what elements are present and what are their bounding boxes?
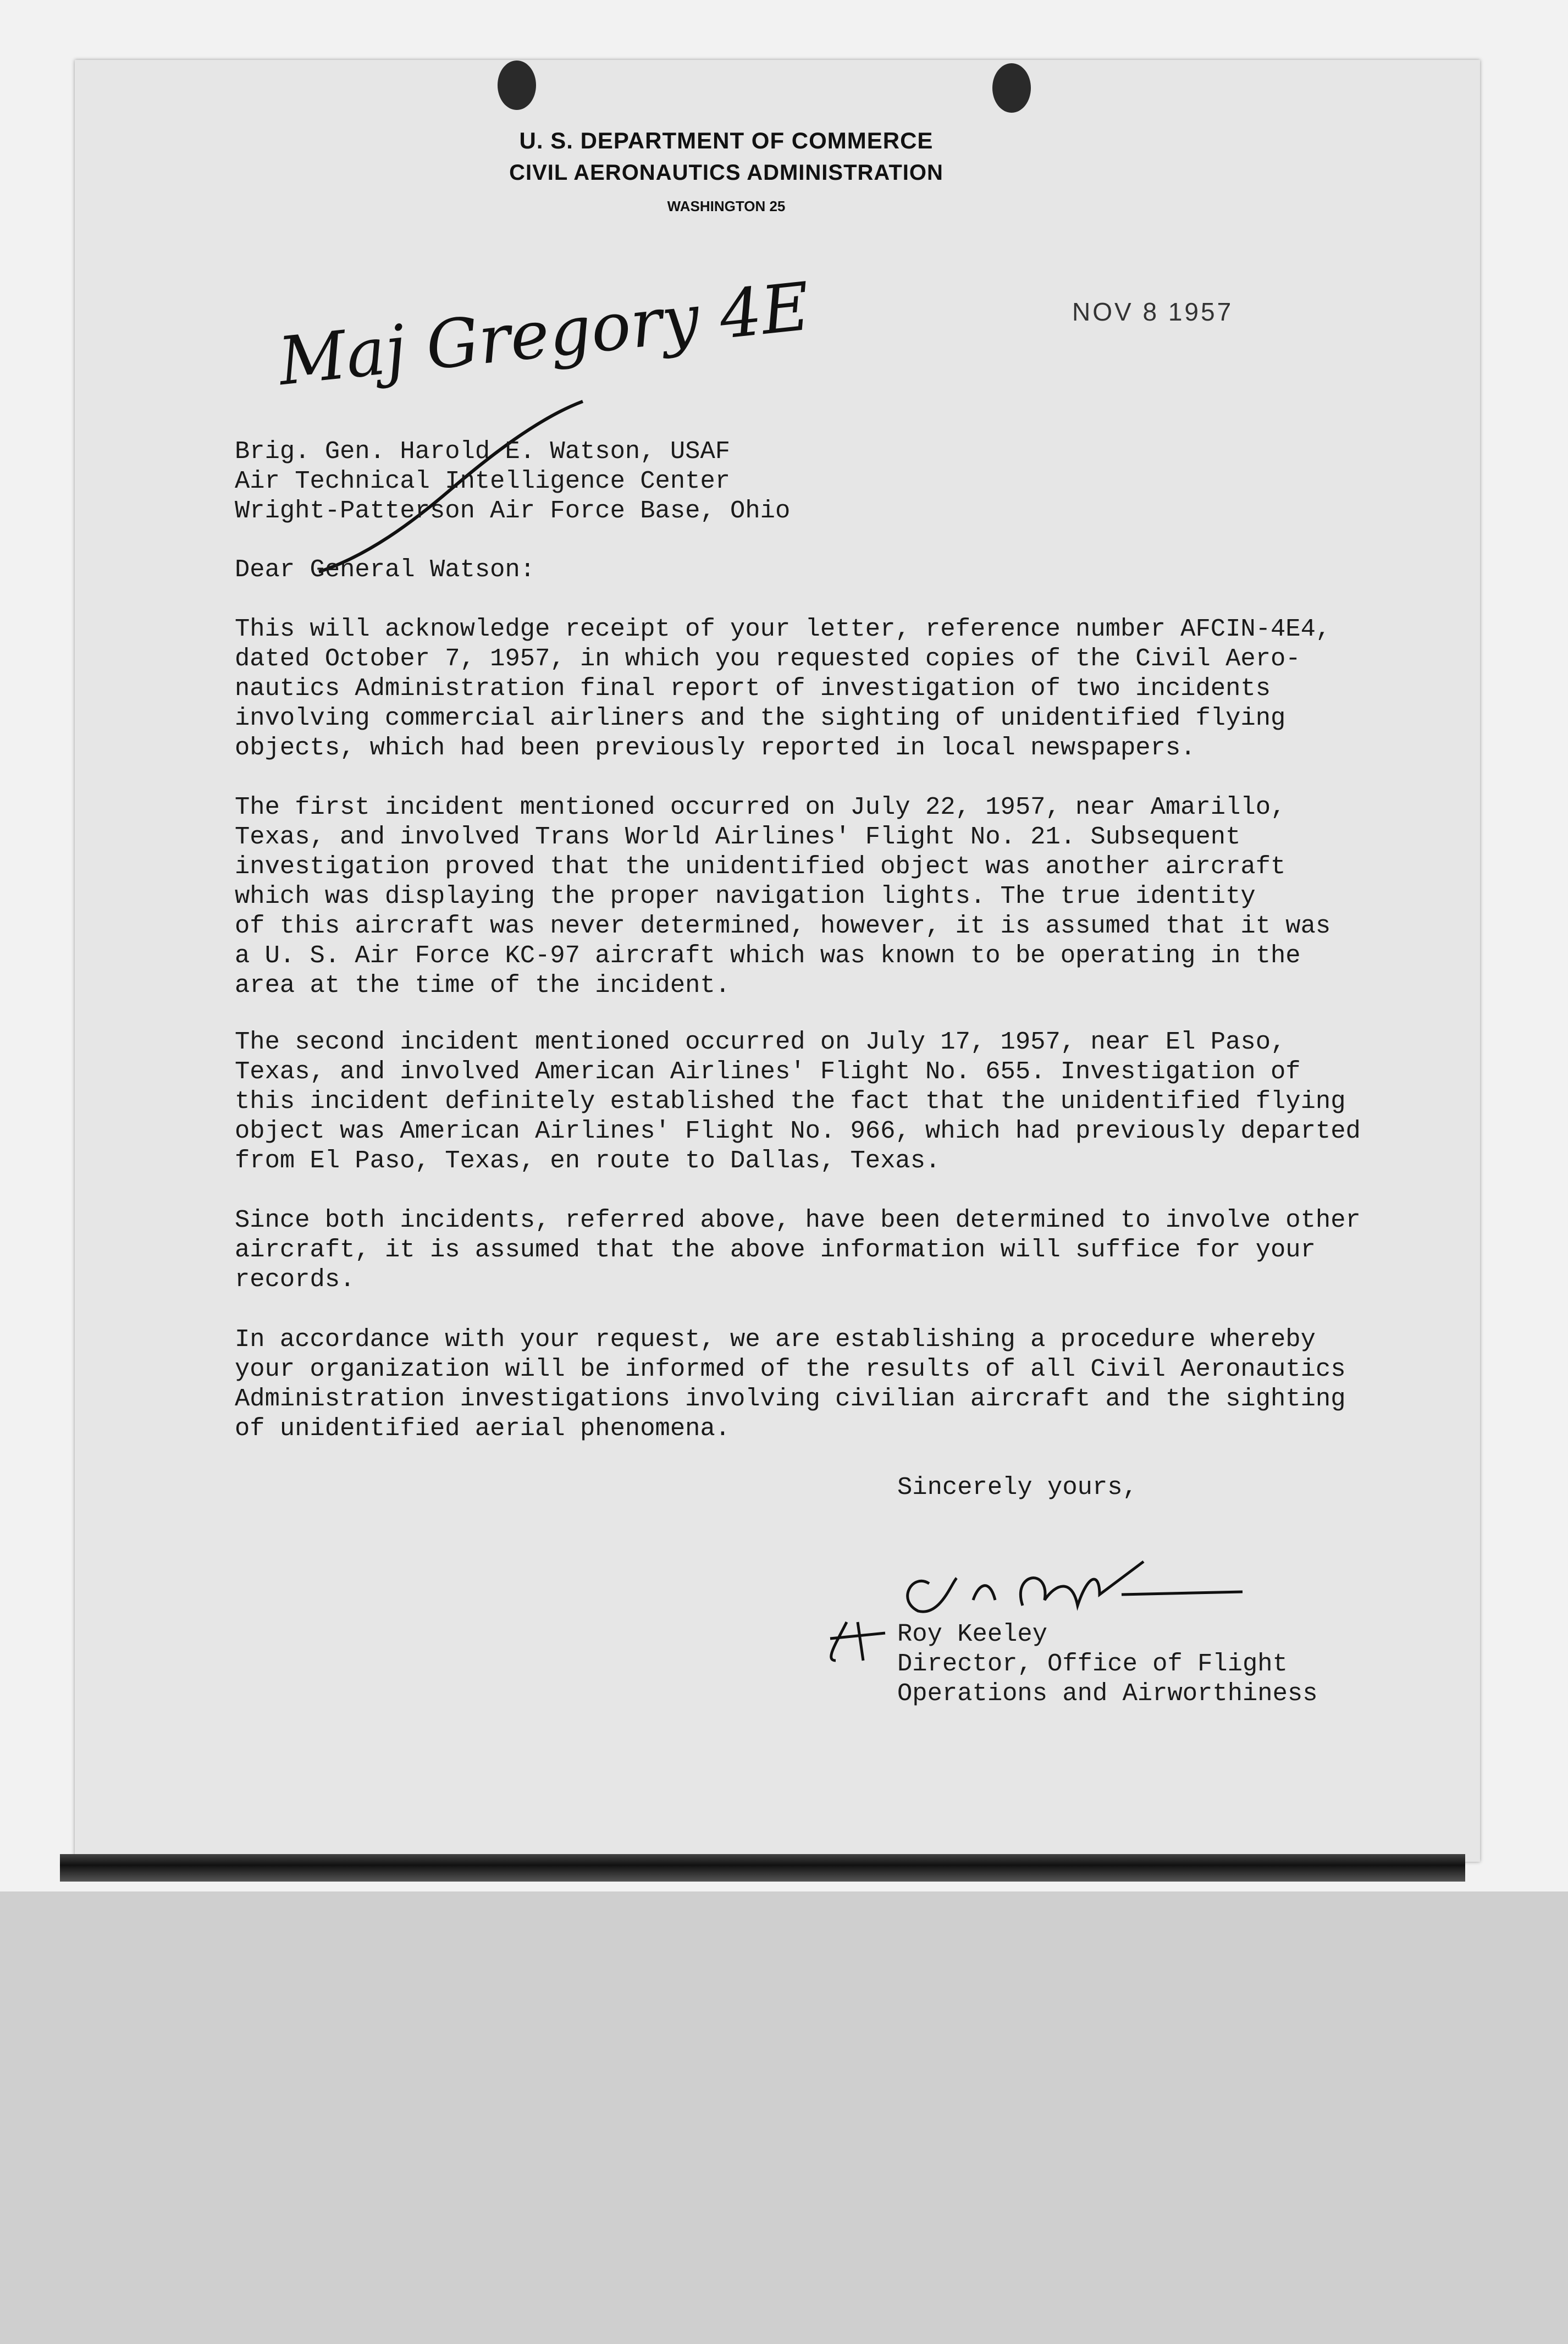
scan-edge-band [60, 1854, 1465, 1882]
punch-hole-mark [498, 60, 536, 110]
paragraph-1: This will acknowledge receipt of your letter, reference number AFCIN-4E4, dated October 7, 1957, in which you requested copies of the Civil Aero- nautics Administration final report of investigation of two incidents involving commercial airliners and the sighting of unidentified flying objects, which had been previously reported in local newspapers. [235, 615, 1331, 762]
paragraph-5: In accordance with your request, we are establishing a procedure whereby your organization will be informed of the results of all Civil Aeronautics Administration investigations involving civilian aircraft and the sighting of unidentified aerial phenomena. [235, 1325, 1346, 1443]
punch-hole-mark [992, 63, 1031, 113]
recipient-address: Brig. Gen. Harold E. Watson, USAF Air Technical Intelligence Center Wright-Patterson Air Force Base, Ohio [235, 437, 791, 525]
paragraph-3: The second incident mentioned occurred on July 17, 1957, near El Paso, Texas, and involved American Airlines' Flight No. 655. Investigation of this incident definitely established the fact that the unidentified flying object was American Airlines' Flight No. 966, which had previously departed from El Paso, Texas, en route to Dallas, Texas. [235, 1028, 1361, 1175]
handwritten-note: Maj Gregory 4E [275, 268, 814, 401]
date-stamp: NOV 8 1957 [1072, 297, 1234, 326]
letterhead-administration: CIVIL AERONAUTICS ADMINISTRATION [509, 161, 943, 185]
paragraph-4: Since both incidents, referred above, have been determined to involve other aircraft, it is assumed that the above information will suffice for your records. [235, 1206, 1361, 1294]
salutation: Dear General Watson: [235, 555, 535, 584]
letterhead-city: WASHINGTON 25 [667, 198, 786, 214]
closing: Sincerely yours, [897, 1473, 1138, 1502]
signature-block: Roy Keeley Director, Office of Flight Operations and Airworthiness [897, 1620, 1318, 1708]
letterhead-department: U. S. DEPARTMENT OF COMMERCE [519, 128, 934, 153]
paragraph-2: The first incident mentioned occurred on July 22, 1957, near Amarillo, Texas, and involved Trans World Airlines' Flight No. 21. Subsequent investigation proved that the unidentified object was another aircraft which was displaying the proper navigation lights. The true identity of this aircraft was never determined, however, it is assumed that it was a U. S. Air Force KC-97 aircraft which was known to be operating in the area at the time of the incident. [235, 793, 1331, 1000]
